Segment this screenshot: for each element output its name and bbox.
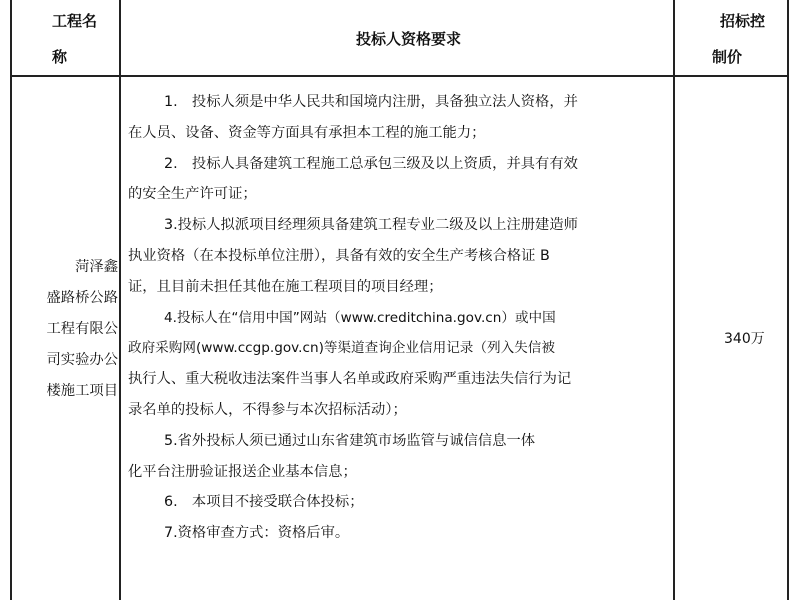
border-right bbox=[787, 0, 789, 600]
requirement-line: 政府采购网(www.ccgp.gov.cn)等渠道查询企业信用记录（列入失信被 bbox=[128, 340, 555, 357]
project-name-line: 工程有限公 bbox=[46, 321, 118, 337]
requirement-line: 3.投标人拟派项目经理须具备建筑工程专业二级及以上注册建造师 bbox=[164, 217, 578, 234]
project-name-line: 楼施工项目 bbox=[46, 383, 118, 399]
project-name-cell bbox=[16, 252, 118, 407]
project-name-line: 菏泽鑫 bbox=[75, 259, 118, 275]
requirement-line: 4.投标人在“信用中国”网站（www.creditchina.gov.cn）或中国 bbox=[164, 309, 556, 326]
requirement-line: 化平台注册验证报送企业基本信息； bbox=[128, 463, 357, 480]
requirement-line: 5.省外投标人须已通过山东省建筑市场监管与诚信信息一体 bbox=[164, 432, 536, 449]
header-bottom-border bbox=[10, 75, 789, 77]
requirement-line: 执行人、重大税收违法案件当事人名单或政府采购严重违法失信行为记 bbox=[128, 371, 572, 388]
requirement-line: 2. 投标人具备建筑工程施工总承包三级及以上资质，并具有有效 bbox=[164, 155, 578, 172]
requirement-line: 证，且目前未担任其他在施工程项目的项目经理； bbox=[128, 278, 443, 295]
requirement-line: 7.资格审查方式：资格后审。 bbox=[164, 525, 350, 542]
header-project-name-cont: 称 bbox=[52, 48, 68, 66]
header-control-price: 招标控 bbox=[720, 12, 766, 30]
border-col1 bbox=[119, 0, 121, 600]
control-price-value: 340万 bbox=[724, 331, 765, 347]
header-project-name: 工程名 bbox=[52, 12, 98, 30]
header-control-price-cont: 制价 bbox=[712, 48, 743, 66]
requirement-line: 6. 本项目不接受联合体投标； bbox=[164, 494, 364, 511]
project-name-line: 盛路桥公路 bbox=[46, 290, 118, 306]
project-name-line: 司实验办公 bbox=[46, 352, 118, 368]
requirement-line: 在人员、设备、资金等方面具有承担本工程的施工能力； bbox=[128, 124, 486, 141]
requirement-line: 1. 投标人须是中华人民共和国境内注册，具备独立法人资格，并 bbox=[164, 94, 578, 110]
requirement-line: 录名单的投标人，不得参与本次招标活动）； bbox=[128, 401, 407, 418]
requirements-cell bbox=[128, 87, 668, 549]
requirement-line: 的安全生产许可证； bbox=[128, 186, 257, 203]
border-left bbox=[10, 0, 12, 600]
border-col2 bbox=[673, 0, 675, 600]
header-requirements: 投标人资格要求 bbox=[356, 30, 462, 48]
requirement-line: 执业资格（在本投标单位注册），具备有效的安全生产考核合格证 B bbox=[128, 247, 550, 264]
